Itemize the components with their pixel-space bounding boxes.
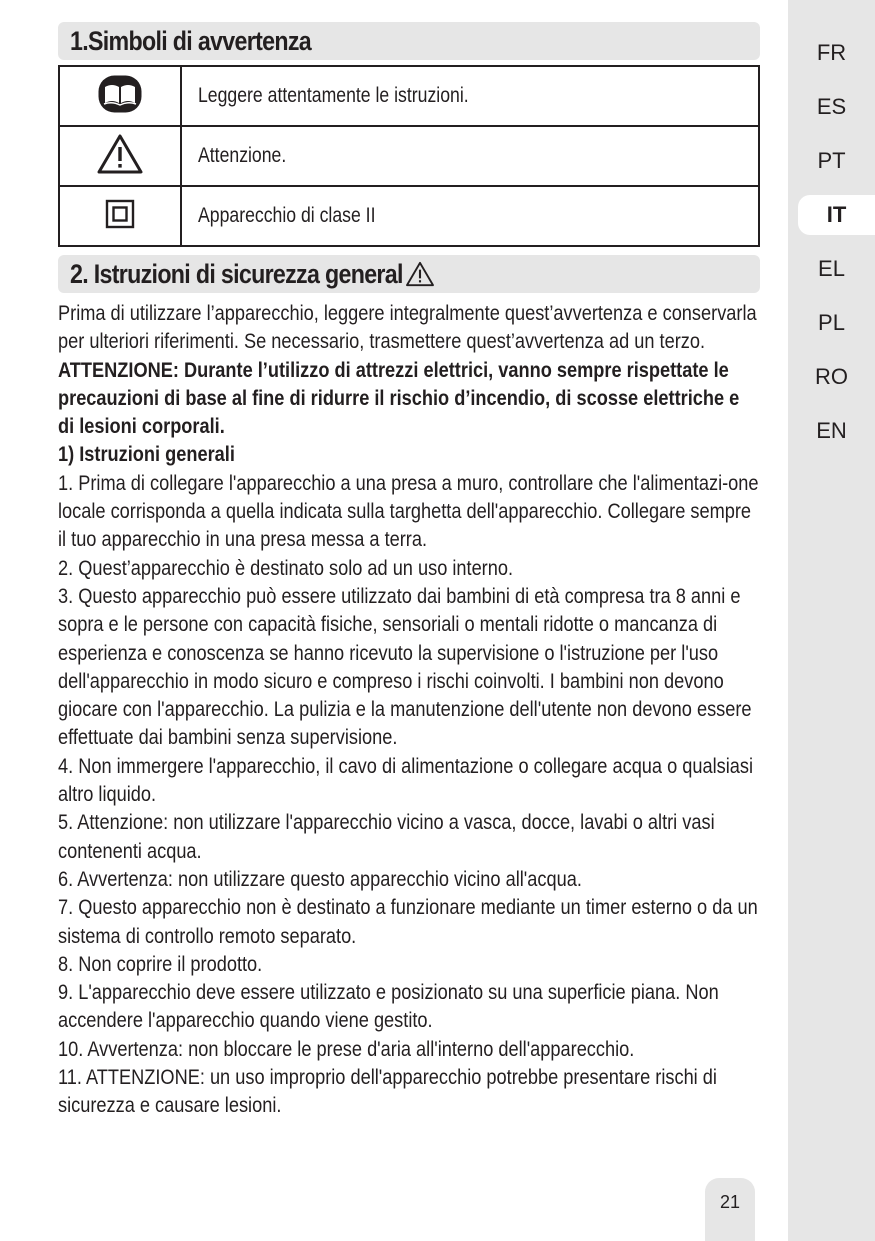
language-tab-pt[interactable]: PT <box>817 148 846 173</box>
table-row <box>59 126 759 186</box>
table-row <box>59 186 759 246</box>
subheading-general-instructions: 1) Istruzioni generali <box>58 442 235 467</box>
table-row <box>59 66 759 126</box>
list-item: 4. Non immergere l'apparecchio, il cavo di alimentazione o collegare acqua o qualsiasi altro liquido. <box>58 753 754 807</box>
page-content <box>58 22 760 1120</box>
language-tab-fr[interactable]: FR <box>816 40 847 65</box>
class-ii-double-square-icon <box>105 199 135 229</box>
language-sidebar <box>788 0 875 1241</box>
list-item: 2. Quest’apparecchio è destinato solo ad un uso interno. <box>58 555 514 580</box>
list-item: 5. Attenzione: non utilizzare l'apparecchio vicino a vasca, docce, lavabi o altri vasi contenenti acqua. <box>58 810 715 863</box>
electrical-warning: ATTENZIONE: Durante l’utilizzo di attrezzi elettrici, vanno sempre rispettate le precauzioni di base al fine di ridurre il rischio d’incendio, di scosse elettriche e di lesioni corporali. <box>58 357 740 439</box>
section-title: 2. Istruzioni di sicurezza general <box>70 258 403 289</box>
language-tab-el[interactable]: EL <box>818 256 845 281</box>
section-heading-warning-symbols <box>58 22 760 60</box>
warning-triangle-icon <box>405 261 435 287</box>
list-item: 8. Non coprire il prodotto. <box>58 951 263 976</box>
language-tab-en[interactable]: EN <box>816 418 847 443</box>
list-item: 10. Avvertenza: non bloccare le prese d'aria all'interno dell'apparecchio. <box>58 1036 635 1061</box>
symbols-table <box>58 65 760 247</box>
list-item: 6. Avvertenza: non utilizzare questo apparecchio vicino all'acqua. <box>58 866 582 891</box>
list-item: 7. Questo apparecchio non è destinato a funzionare mediante un timer esterno o da un sistema di controllo remoto separato. <box>58 895 758 948</box>
language-tab-it-active[interactable]: IT <box>798 195 875 235</box>
language-tab-es[interactable]: ES <box>816 94 847 119</box>
intro-paragraph: Prima di utilizzare l’apparecchio, leggere integralmente quest’avvertenza e conservarla per ulteriori riferimenti. Se necessario, trasmettere quest’avvertenza ad un terzo. <box>58 301 757 354</box>
list-item: 9. L'apparecchio deve essere utilizzato e posizionato su una superficie piana. Non accendere l'apparecchio quando viene gestito. <box>58 980 719 1033</box>
list-item: 3. Questo apparecchio può essere utilizzato dai bambini di età compresa tra 8 anni e sopra e le persone con capacità fisiche, sensoriali o mentali ridotte o mancanza di esperienza e conoscenza se hanno ricevuto la supervisione o l'istruzione per l'uso dell'apparecchio in modo sicuro e compreso i rischi coinvolti. I bambini non devono giocare con l'apparecchio. La pulizia e la manutenzione dell'utente non devono essere effettuate dai bambini senza supervisione. <box>58 583 752 750</box>
page-number: 21 <box>705 1178 755 1241</box>
symbol-description: Attenzione. <box>198 144 287 167</box>
list-item: 1. Prima di collegare l'apparecchio a una presa a muro, controllare che l'alimentazi-one locale corrisponda a quella indicata sulla targhetta dell'apparecchio. Collegare sempre il tuo apparecchio in una presa messa a terra. <box>58 470 759 552</box>
language-tab-pl[interactable]: PL <box>818 310 845 335</box>
symbol-description: Leggere attentamente le istruzioni. <box>198 84 469 107</box>
section-heading-safety-instructions <box>58 255 760 293</box>
symbol-description: Apparecchio di clase II <box>198 204 376 227</box>
language-tab-ro[interactable]: RO <box>815 364 848 389</box>
safety-instructions-body <box>58 299 760 1120</box>
warning-triangle-icon <box>96 133 144 175</box>
list-item: 11. ATTENZIONE: un uso improprio dell'apparecchio potrebbe presentare rischi di sicurezza e causare lesioni. <box>58 1065 717 1118</box>
section-title: 1.Simboli di avvertenza <box>70 25 311 56</box>
manual-book-icon <box>97 74 143 114</box>
